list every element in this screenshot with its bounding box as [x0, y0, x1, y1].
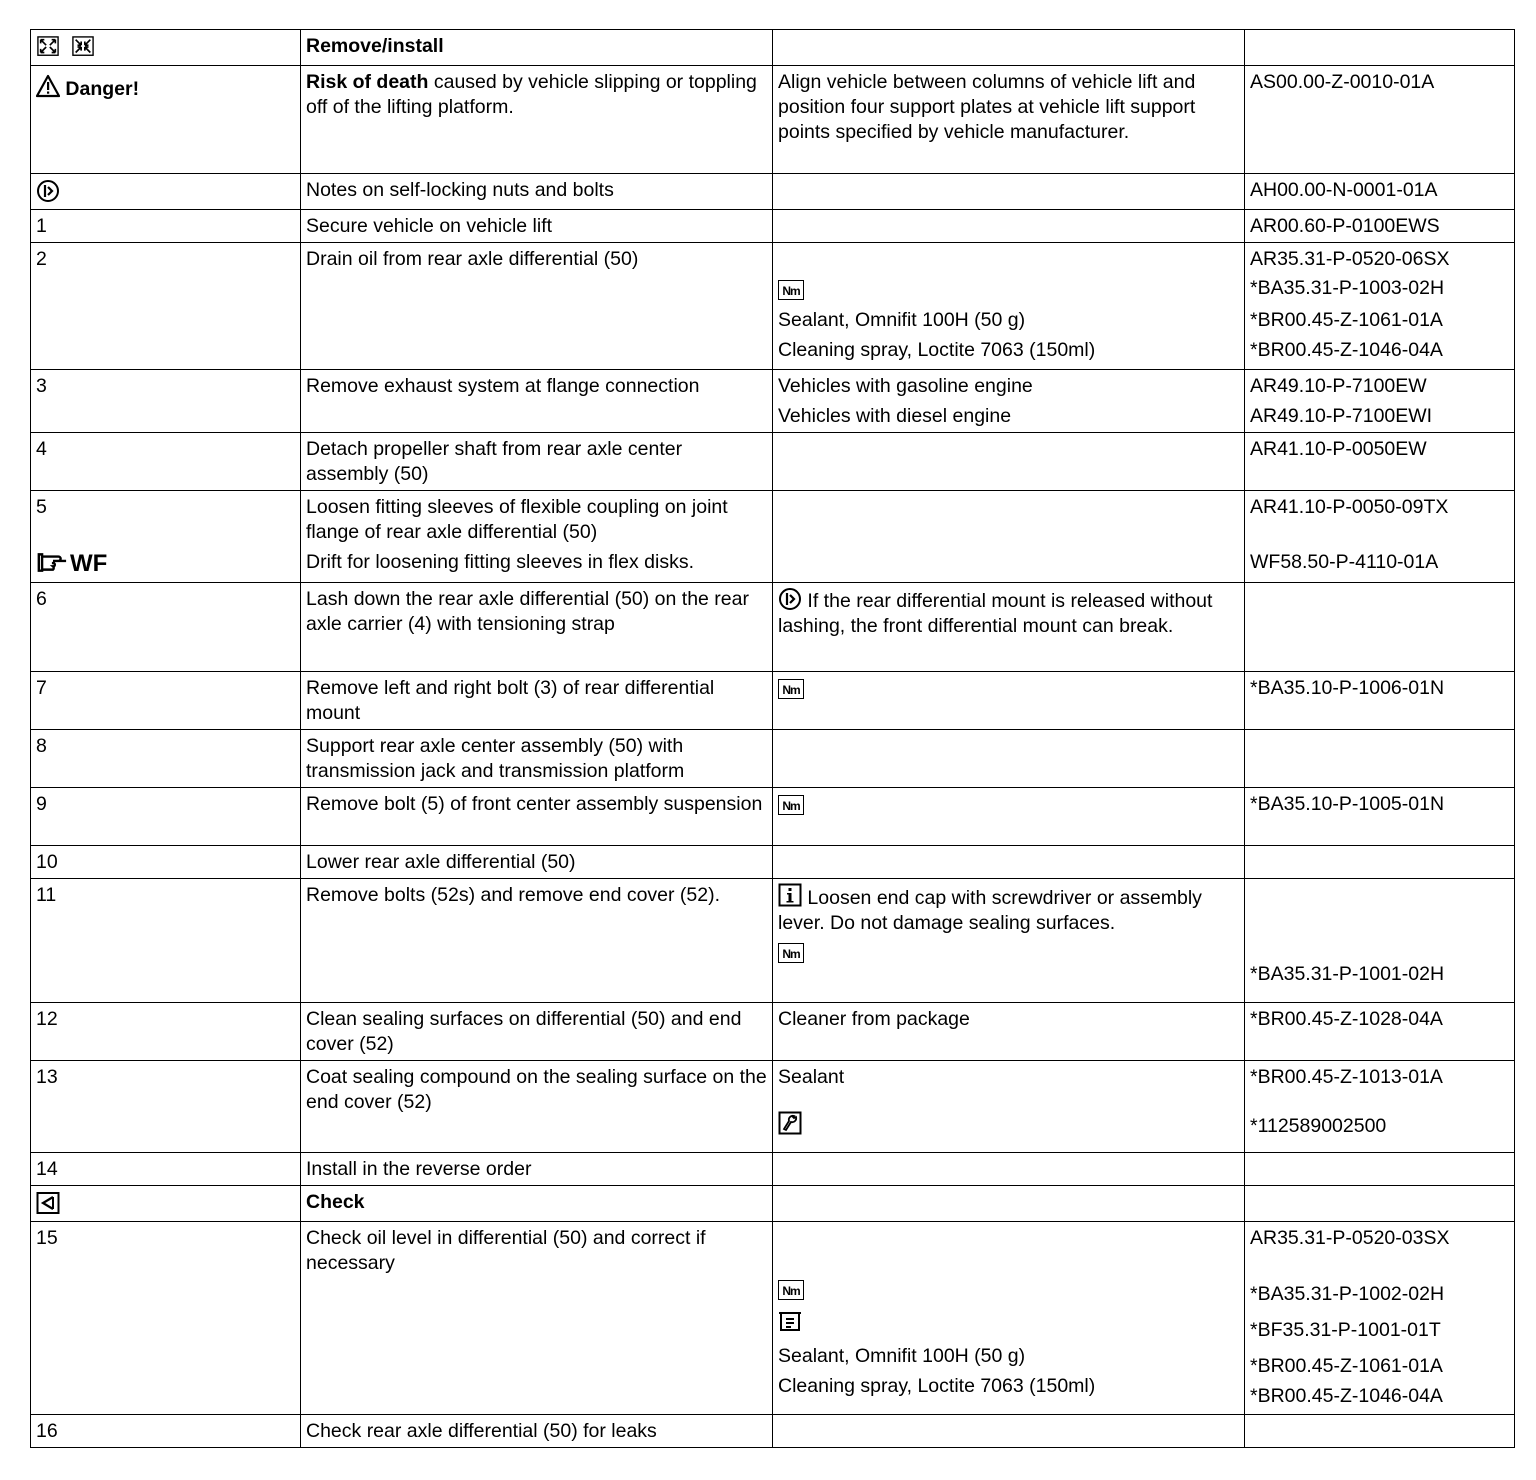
table-row: [31, 1415, 1515, 1448]
table-row: [31, 730, 1515, 788]
step-number: 2: [31, 243, 301, 370]
check-title: Check: [301, 1186, 773, 1222]
step-text: Lower rear axle differential (50): [301, 846, 773, 879]
table-row: [31, 788, 1515, 846]
step-number: 12: [31, 1003, 301, 1061]
expand-arrows-icon: [36, 36, 60, 58]
step-text: Secure vehicle on vehicle lift: [301, 210, 773, 243]
danger-bold: Risk of death: [306, 71, 429, 93]
step-text: Check rear axle differential (50) for leaks: [301, 1415, 773, 1448]
warning-triangle-icon: [36, 74, 60, 98]
header-row: [31, 30, 1515, 66]
torque-nm-icon: Nm: [778, 943, 804, 963]
step-text: Support rear axle center assembly (50) with transmission jack and transmission platform: [301, 730, 773, 788]
table-row: [31, 846, 1515, 879]
step-text: Drain oil from rear axle differential (50): [301, 243, 773, 370]
info-circle-arrow-icon: [36, 179, 60, 203]
table-row: 5 WF Loosen fitting sleeves of flexible coupling on joint flange of rear axle differential (50) Drift for loosening fitting sleeves in flex disks. AR41.10-P-0050-09TX WF58.50-P-4110-01A: [31, 491, 1515, 583]
notes-ref: AH00.00-N-0001-01A: [1245, 174, 1515, 210]
torque-nm-icon: Nm: [778, 795, 804, 815]
danger-action: Align vehicle between columns of vehicle lift and position four support plates at vehicle lift support points specified by vehicle manufacturer.: [773, 66, 1245, 174]
step-number: 16: [31, 1415, 301, 1448]
notes-text: Notes on self-locking nuts and bolts: [301, 174, 773, 210]
step-number: 15: [31, 1222, 301, 1415]
step-text: Install in the reverse order: [301, 1153, 773, 1186]
table-row: 3 Remove exhaust system at flange connection Vehicles with gasoline engine Vehicles with diesel engine AR49.10-P-7100EW AR49.10-P-7100EWI: [31, 370, 1515, 433]
step-number: 11: [31, 879, 301, 1003]
danger-row: [31, 66, 1515, 174]
step-ref: AR41.10-P-0050EW: [1245, 433, 1515, 491]
torque-nm-icon: Nm: [778, 280, 804, 300]
table-row: 15 Check oil level in differential (50) and correct if necessary Nm Sealant, Omnifit 100H (50 g) Cleaning spray, Loctite 7063 (150ml) AR35.31-P-0520-03SX *BA35.31-P-1002-02H *BF35.31-P-1001-01T *BR00.45-Z-1061-01A *BR00.45-Z-1046-04A: [31, 1222, 1515, 1415]
special-tool-icon: [778, 1111, 802, 1135]
step-number: 10: [31, 846, 301, 879]
table-row: 2 Drain oil from rear axle differential (50) Nm Sealant, Omnifit 100H (50 g) Cleaning spray, Loctite 7063 (150ml) AR35.31-P-0520-06SX *BA35.31-P-1003-02H *BR00.45-Z-1061-01A *BR00.45-Z-1046-04A: [31, 243, 1515, 370]
torque-nm-icon: Nm: [778, 679, 804, 699]
workshop-equipment-label: WF: [70, 550, 108, 577]
step-text: Clean sealing surfaces on differential (50) and end cover (52): [301, 1003, 773, 1061]
collapse-arrows-icon: [71, 36, 95, 58]
table-row: [31, 433, 1515, 491]
table-row: 12 Clean sealing surfaces on differential (50) and end cover (52) Cleaner from package *BR00.45-Z-1028-04A: [31, 1003, 1515, 1061]
step-text: Lash down the rear axle differential (50) on the rear axle carrier (4) with tensioning strap: [301, 583, 773, 672]
step-number: 13: [31, 1061, 301, 1153]
info-icon: [778, 883, 802, 907]
step-text: Coat sealing compound on the sealing surface on the end cover (52): [301, 1061, 773, 1153]
step-number: 6: [31, 583, 301, 672]
step-text: Remove exhaust system at flange connection: [301, 370, 773, 433]
table-row: [31, 672, 1515, 730]
step-text: Remove bolts (52s) and remove end cover (52).: [301, 879, 773, 1003]
info-circle-arrow-icon: [778, 587, 802, 611]
table-row: 13 Coat sealing compound on the sealing surface on the end cover (52) Sealant *BR00.45-Z-1013-01A *112589002500: [31, 1061, 1515, 1153]
check-header-row: [31, 1186, 1515, 1222]
step-text: Remove left and right bolt (3) of rear differential mount: [301, 672, 773, 730]
step-ref: *BR00.45-Z-1028-04A: [1245, 1003, 1515, 1061]
torque-nm-icon: Nm: [778, 1280, 804, 1300]
step-number: 1: [31, 210, 301, 243]
danger-text: caused by vehicle slipping or toppling off of the lifting platform.: [306, 71, 757, 118]
danger-label: Danger!: [65, 78, 140, 100]
step-ref: *BA35.10-P-1006-01N: [1245, 672, 1515, 730]
step-number: 14: [31, 1153, 301, 1186]
section-title: Remove/install: [301, 30, 773, 66]
step-text: Check oil level in differential (50) and correct if necessary: [301, 1222, 773, 1415]
step-number: 3: [31, 370, 301, 433]
step-number: 7: [31, 672, 301, 730]
step-number: 4: [31, 433, 301, 491]
step-number: 8: [31, 730, 301, 788]
fluid-container-icon: [778, 1309, 802, 1333]
danger-ref: AS00.00-Z-0010-01A: [1245, 66, 1515, 174]
procedure-table: [30, 29, 1515, 1448]
step-ref: AR00.60-P-0100EWS: [1245, 210, 1515, 243]
check-flag-icon: [36, 1191, 60, 1215]
step-ref: *BA35.10-P-1005-01N: [1245, 788, 1515, 846]
table-row: 6 Lash down the rear axle differential (50) on the rear axle carrier (4) with tensioning strap If the rear differential mount is released without lashing, the front differential mount can break.: [31, 583, 1515, 672]
pointing-hand-icon: [36, 550, 70, 574]
table-row: [31, 210, 1515, 243]
table-row: [31, 1153, 1515, 1186]
step-text: Remove bolt (5) of front center assembly suspension: [301, 788, 773, 846]
step-text: Detach propeller shaft from rear axle center assembly (50): [301, 433, 773, 491]
step-number: 9: [31, 788, 301, 846]
table-row: 11 Remove bolts (52s) and remove end cover (52). Loosen end cap with screwdriver or assembly lever. Do not damage sealing surfaces. Nm *BA35.31-P-1001-02H: [31, 879, 1515, 1003]
notes-row: [31, 174, 1515, 210]
